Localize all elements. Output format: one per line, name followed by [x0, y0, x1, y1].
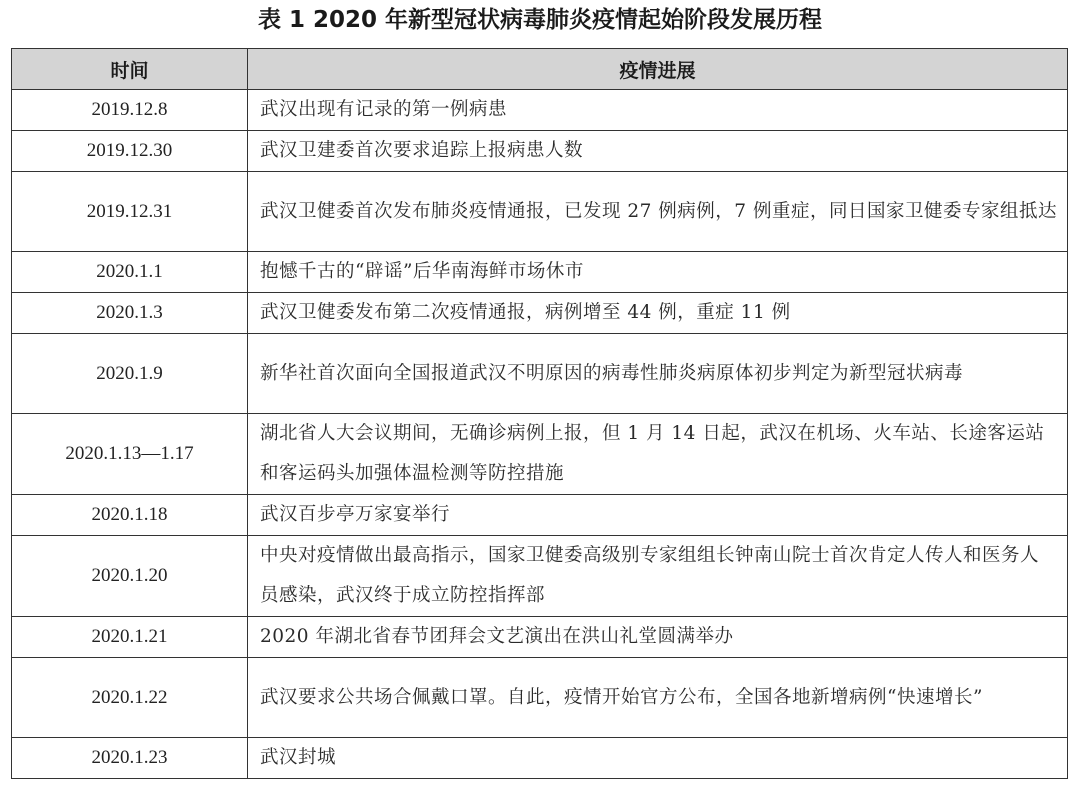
table-row [12, 293, 1068, 334]
date-cell: 2020.1.9 [12, 334, 248, 414]
date-cell: 2020.1.22 [12, 658, 248, 738]
date-cell: 2020.1.20 [12, 536, 248, 617]
event-cell: 武汉卫健委发布第二次疫情通报，病例增至 44 例，重症 11 例 [248, 293, 1068, 334]
table-row [12, 131, 1068, 172]
table-row [12, 536, 1068, 617]
event-cell: 武汉出现有记录的第一例病患 [248, 90, 1068, 131]
header-time: 时间 [12, 49, 248, 90]
table-row [12, 90, 1068, 131]
date-cell: 2020.1.13—1.17 [12, 414, 248, 495]
table-row [12, 172, 1068, 252]
event-cell: 湖北省人大会议期间，无确诊病例上报，但 1 月 14 日起，武汉在机场、火车站、长途客运站和客运码头加强体温检测等防控措施 [248, 414, 1068, 495]
table-row [12, 617, 1068, 658]
event-cell: 抱憾千古的“辟谣”后华南海鲜市场休市 [248, 252, 1068, 293]
event-cell: 武汉百步亭万家宴举行 [248, 495, 1068, 536]
event-cell: 武汉封城 [248, 738, 1068, 779]
table-row [12, 658, 1068, 738]
header-progress: 疫情进展 [248, 49, 1068, 90]
event-cell: 2020 年湖北省春节团拜会文艺演出在洪山礼堂圆满举办 [248, 617, 1068, 658]
table-title: 表 1 2020 年新型冠状病毒肺炎疫情起始阶段发展历程 [257, 7, 823, 33]
date-cell: 2020.1.23 [12, 738, 248, 779]
table-header-row [12, 49, 1068, 90]
date-cell: 2020.1.3 [12, 293, 248, 334]
date-cell: 2019.12.30 [12, 131, 248, 172]
event-cell: 武汉要求公共场合佩戴口罩。自此，疫情开始官方公布，全国各地新增病例“快速增长” [248, 658, 1068, 738]
event-cell: 武汉卫健委首次发布肺炎疫情通报，已发现 27 例病例，7 例重症，同日国家卫健委专家组抵达 [248, 172, 1068, 252]
event-cell: 新华社首次面向全国报道武汉不明原因的病毒性肺炎病原体初步判定为新型冠状病毒 [248, 334, 1068, 414]
table-row [12, 334, 1068, 414]
table-row [12, 252, 1068, 293]
event-cell: 武汉卫建委首次要求追踪上报病患人数 [248, 131, 1068, 172]
date-cell: 2020.1.1 [12, 252, 248, 293]
date-cell: 2020.1.18 [12, 495, 248, 536]
table-row [12, 414, 1068, 495]
date-cell: 2019.12.31 [12, 172, 248, 252]
timeline-table [11, 48, 1068, 779]
table-row [12, 495, 1068, 536]
table-row [12, 738, 1068, 779]
date-cell: 2019.12.8 [12, 90, 248, 131]
event-cell: 中央对疫情做出最高指示，国家卫健委高级别专家组组长钟南山院士首次肯定人传人和医务人员感染，武汉终于成立防控指挥部 [248, 536, 1068, 617]
date-cell: 2020.1.21 [12, 617, 248, 658]
